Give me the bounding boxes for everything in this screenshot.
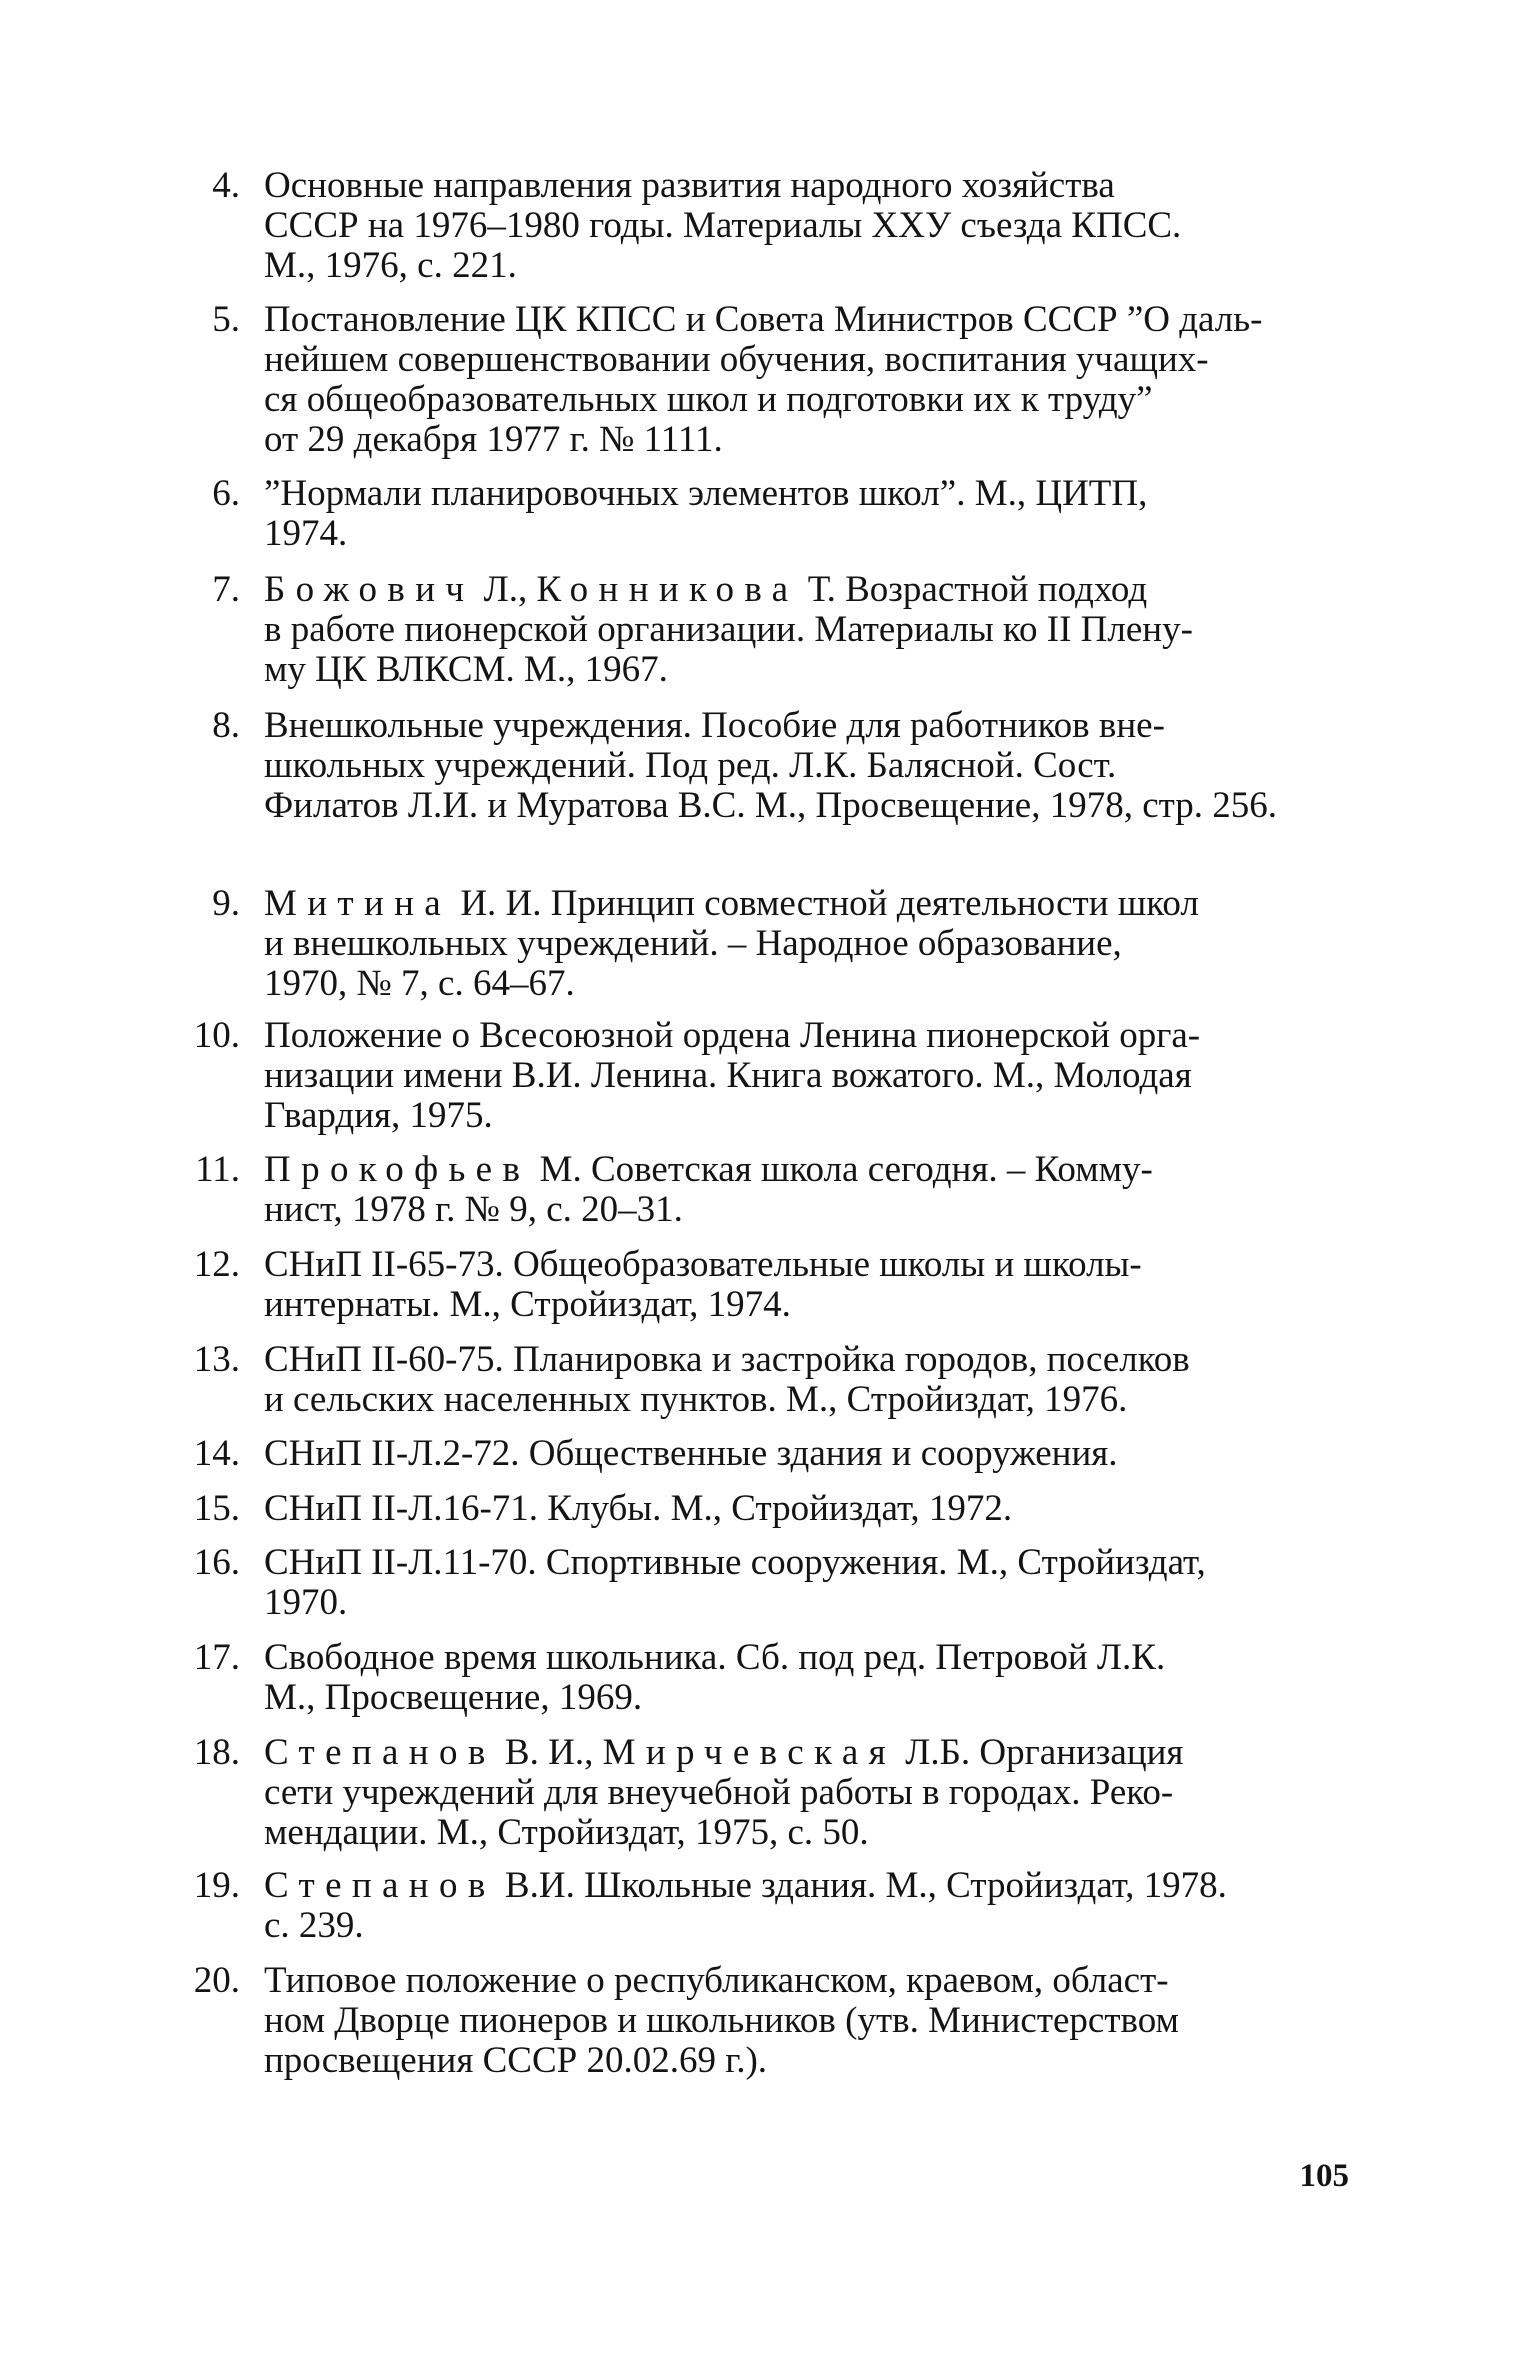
- reference-item: [168, 474, 1348, 554]
- reference-line: и сельских населенных пунктов. М., Стройиздат, 1976.: [264, 1379, 1128, 1420]
- reference-line-rest: И. И. Принцип совместной деятельности школ: [451, 883, 1199, 924]
- reference-item: [168, 570, 1348, 690]
- reference-line: ном Дворце пионеров и школьников (утв. Министерством: [264, 2000, 1179, 2041]
- reference-item: [168, 300, 1348, 460]
- reference-text: [264, 1489, 1348, 1529]
- reference-line: с. 239.: [264, 1905, 364, 1946]
- reference-line: Филатов Л.И. и Муратова В.С. М., Просвещение, 1978, стр. 256.: [264, 785, 1277, 826]
- reference-line: [264, 1733, 1348, 1773]
- reference-line: Типовое положение о республиканском, краевом, област-: [264, 1960, 1169, 2001]
- reference-item: [168, 1340, 1348, 1420]
- reference-item: [168, 884, 1348, 1004]
- reference-number: 10.: [193, 1015, 240, 1056]
- reference-item: [168, 166, 1348, 286]
- reference-text: [264, 1961, 1348, 2081]
- reference-line: от 29 декабря 1977 г. № 1111.: [264, 419, 723, 460]
- reference-text: [264, 1150, 1348, 1230]
- reference-line: нейшем совершенствовании обучения, воспитания учащих-: [264, 339, 1209, 380]
- reference-text: [264, 1638, 1348, 1718]
- reference-text: [264, 570, 1348, 690]
- reference-line: Основные направления развития народного хозяйства: [264, 165, 1115, 206]
- reference-line-rest: Л.Б. Организация: [896, 1732, 1184, 1773]
- reference-line: СНиП II-Л.11-70. Спортивные сооружения. М., Стройиздат,: [264, 1542, 1206, 1583]
- reference-item: [168, 1961, 1348, 2081]
- reference-line: ”Нормали планировочных элементов школ”. М., ЦИТП,: [264, 473, 1148, 514]
- author-name: Степанов: [264, 1865, 496, 1906]
- reference-text: [264, 1866, 1348, 1946]
- reference-line: школьных учреждений. Под ред. Л.К. Балясной. Сост.: [264, 745, 1117, 786]
- reference-number: 17.: [193, 1637, 240, 1678]
- reference-line: сети учреждений для внеучебной работы в городах. Реко-: [264, 1772, 1174, 1813]
- reference-line: СНиП II-65-73. Общеобразовательные школы и школы-: [264, 1244, 1142, 1285]
- reference-line: мендации. М., Стройиздат, 1975, с. 50.: [264, 1812, 869, 1853]
- reference-line: му ЦК ВЛКСМ. М., 1967.: [264, 649, 668, 690]
- reference-number: 13.: [193, 1339, 240, 1380]
- reference-item: [168, 1866, 1348, 1946]
- author-name: Божович: [264, 569, 475, 610]
- reference-line-rest: В.И. Школьные здания. М., Стройиздат, 1978.: [495, 1865, 1227, 1906]
- reference-item: [168, 1733, 1348, 1853]
- reference-line: СССР на 1976–1980 годы. Материалы XXУ съезда КПСС.: [264, 205, 1182, 246]
- reference-line: СНиП II-Л.16-71. Клубы. М., Стройиздат, 1972.: [264, 1488, 1013, 1529]
- reference-line: СНиП II-Л.2-72. Общественные здания и сооружения.: [264, 1433, 1118, 1474]
- reference-number: 15.: [193, 1488, 240, 1529]
- reference-number: 16.: [193, 1542, 240, 1583]
- reference-item: [168, 1638, 1348, 1718]
- reference-line: Гвардия, 1975.: [264, 1095, 493, 1136]
- reference-text: [264, 1434, 1348, 1474]
- reference-line: [264, 1866, 1348, 1906]
- reference-text: [264, 474, 1348, 554]
- reference-text: [264, 300, 1348, 460]
- reference-line-rest: М. Советская школа сегодня. – Комму-: [530, 1149, 1153, 1190]
- reference-line: и внешкольных учреждений. – Народное образование,: [264, 923, 1122, 964]
- reference-text: [264, 166, 1348, 286]
- reference-number: 18.: [193, 1732, 240, 1773]
- reference-number: 14.: [193, 1433, 240, 1474]
- reference-text: [264, 1733, 1348, 1853]
- reference-line: Постановление ЦК КПСС и Совета Министров СССР ”О даль-: [264, 299, 1263, 340]
- reference-item: [168, 1543, 1348, 1623]
- reference-number: 5.: [212, 299, 240, 340]
- reference-item: [168, 1434, 1348, 1474]
- reference-line: просвещения СССР 20.02.69 г.).: [264, 2040, 768, 2081]
- reference-text: [264, 884, 1348, 1004]
- page-number: 105: [1299, 2158, 1349, 2194]
- reference-text: [264, 1543, 1348, 1623]
- reference-text: [264, 1016, 1348, 1136]
- reference-line: Свободное время школьника. Сб. под ред. Петровой Л.К.: [264, 1637, 1166, 1678]
- author-initials: В. И.,: [495, 1732, 603, 1773]
- reference-line: низации имени В.И. Ленина. Книга вожатого. М., Молодая: [264, 1055, 1192, 1096]
- reference-number: 9.: [212, 883, 240, 924]
- reference-item: [168, 1150, 1348, 1230]
- reference-number: 4.: [212, 165, 240, 206]
- reference-line: 1970.: [264, 1582, 348, 1623]
- reference-text: [264, 1340, 1348, 1420]
- reference-line: Положение о Всесоюзной ордена Ленина пионерской орга-: [264, 1015, 1201, 1056]
- reference-number: 20.: [193, 1960, 240, 2001]
- reference-text: [264, 1245, 1348, 1325]
- reference-line: интернаты. М., Стройиздат, 1974.: [264, 1284, 791, 1325]
- reference-item: [168, 1016, 1348, 1136]
- author-name: Степанов: [264, 1732, 496, 1773]
- reference-line: 1974.: [264, 513, 348, 554]
- reference-line: [264, 570, 1348, 610]
- reference-line: 1970, № 7, с. 64–67.: [264, 963, 575, 1004]
- reference-line: в работе пионерской организации. Материалы ко II Плену-: [264, 609, 1193, 650]
- author-initials: Л.,: [474, 569, 537, 610]
- reference-line: М., Просвещение, 1969.: [264, 1677, 643, 1718]
- reference-line: М., 1976, с. 221.: [264, 245, 517, 286]
- reference-line: нист, 1978 г. № 9, с. 20–31.: [264, 1189, 683, 1230]
- reference-number: 7.: [212, 569, 240, 610]
- reference-line: Внешкольные учреждения. Пособие для работников вне-: [264, 705, 1165, 746]
- reference-line-rest: Т. Возрастной подход: [798, 569, 1148, 610]
- reference-line: [264, 884, 1348, 924]
- author-name: Митина: [264, 883, 452, 924]
- reference-item: [168, 1489, 1348, 1529]
- reference-item: [168, 706, 1348, 826]
- reference-line: [264, 1150, 1348, 1190]
- author-name: Прокофьев: [264, 1149, 531, 1190]
- reference-line: ся общеобразовательных школ и подготовки их к труду”: [264, 379, 1153, 420]
- author-name: Мирчевская: [602, 1732, 897, 1773]
- reference-number: 12.: [193, 1244, 240, 1285]
- reference-number: 6.: [212, 473, 240, 514]
- reference-number: 11.: [195, 1149, 240, 1190]
- author-name: Конникова: [536, 569, 799, 610]
- reference-item: [168, 1245, 1348, 1325]
- reference-text: [264, 706, 1348, 826]
- reference-number: 8.: [212, 705, 240, 746]
- reference-line: СНиП II-60-75. Планировка и застройка городов, поселков: [264, 1339, 1190, 1380]
- reference-number: 19.: [193, 1865, 240, 1906]
